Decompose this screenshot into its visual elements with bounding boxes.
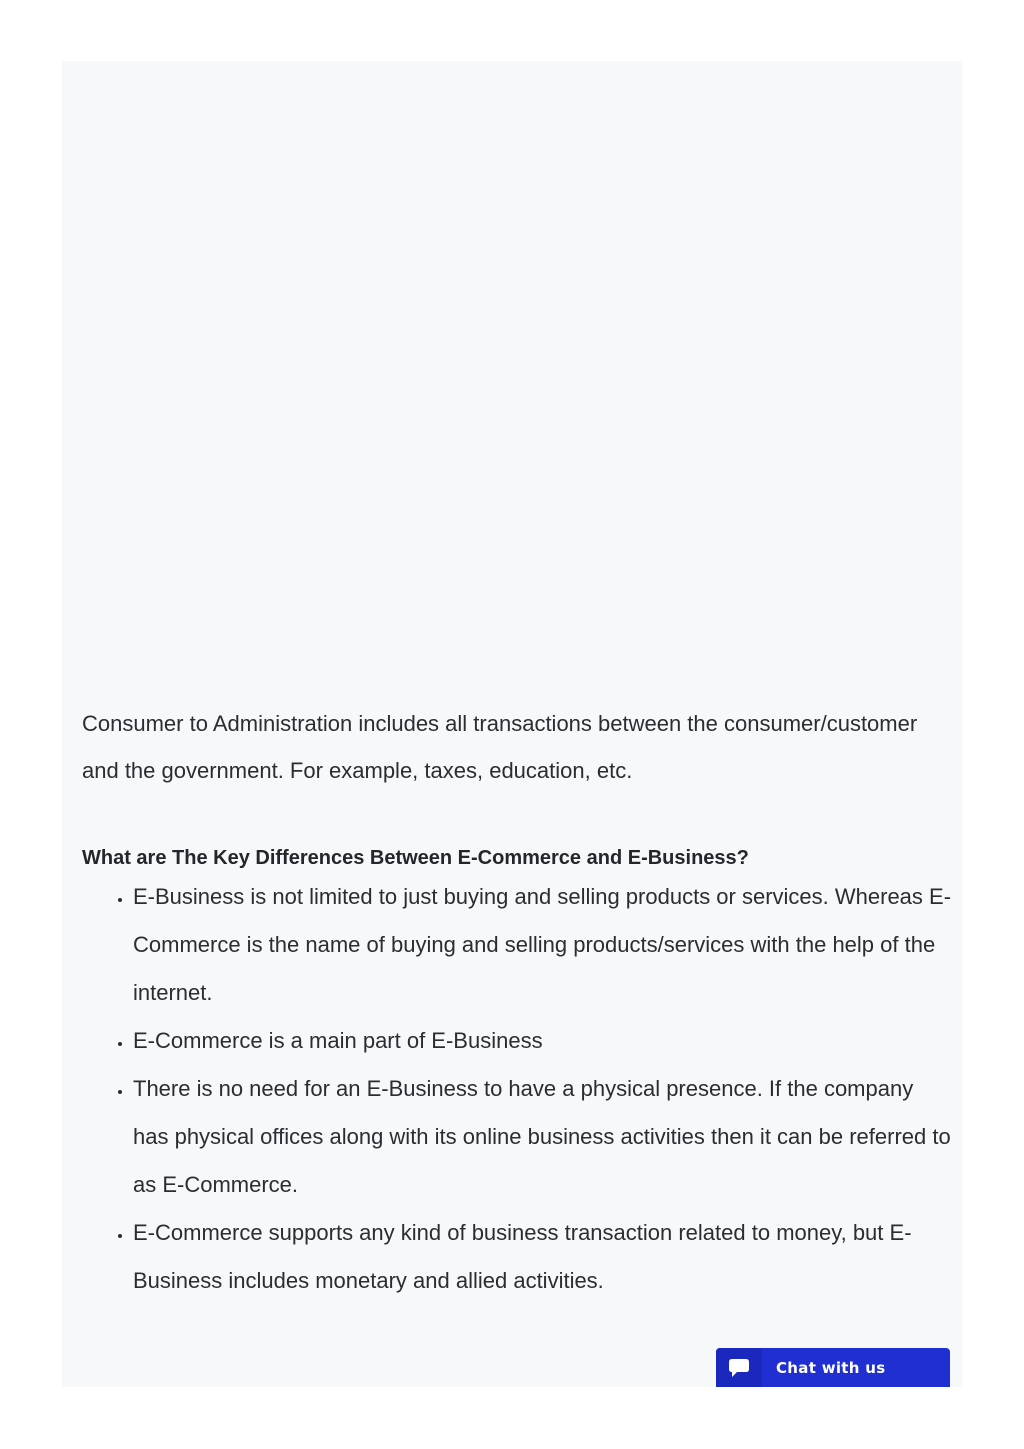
- list-item: • E-Commerce is a main part of E-Business: [133, 1017, 952, 1065]
- list-item: • E-Commerce supports any kind of business transaction related to money, but E-Business includes monetary and allied activities.: [133, 1209, 952, 1305]
- section-heading: What are The Key Differences Between E-Commerce and E-Business?: [82, 847, 749, 869]
- list-item: • E-Business is not limited to just buying and selling products or services. Whereas E-Commerce is the name of buying and selling products/services with the help of the internet.: [133, 873, 952, 1017]
- intro-paragraph: Consumer to Administration includes all transactions between the consumer/customer and the government. For example, taxes, education, etc.: [82, 711, 918, 783]
- differences-list: [82, 873, 952, 1305]
- article-content: [82, 700, 952, 1305]
- list-item: • There is no need for an E-Business to have a physical presence. If the company has physical offices along with its online business activities then it can be referred to as E-Commerce.: [133, 1065, 952, 1209]
- chat-bubble-icon: [716, 1348, 762, 1387]
- chat-with-us-button[interactable]: [716, 1348, 950, 1387]
- chat-button-label: Chat with us: [776, 1358, 886, 1377]
